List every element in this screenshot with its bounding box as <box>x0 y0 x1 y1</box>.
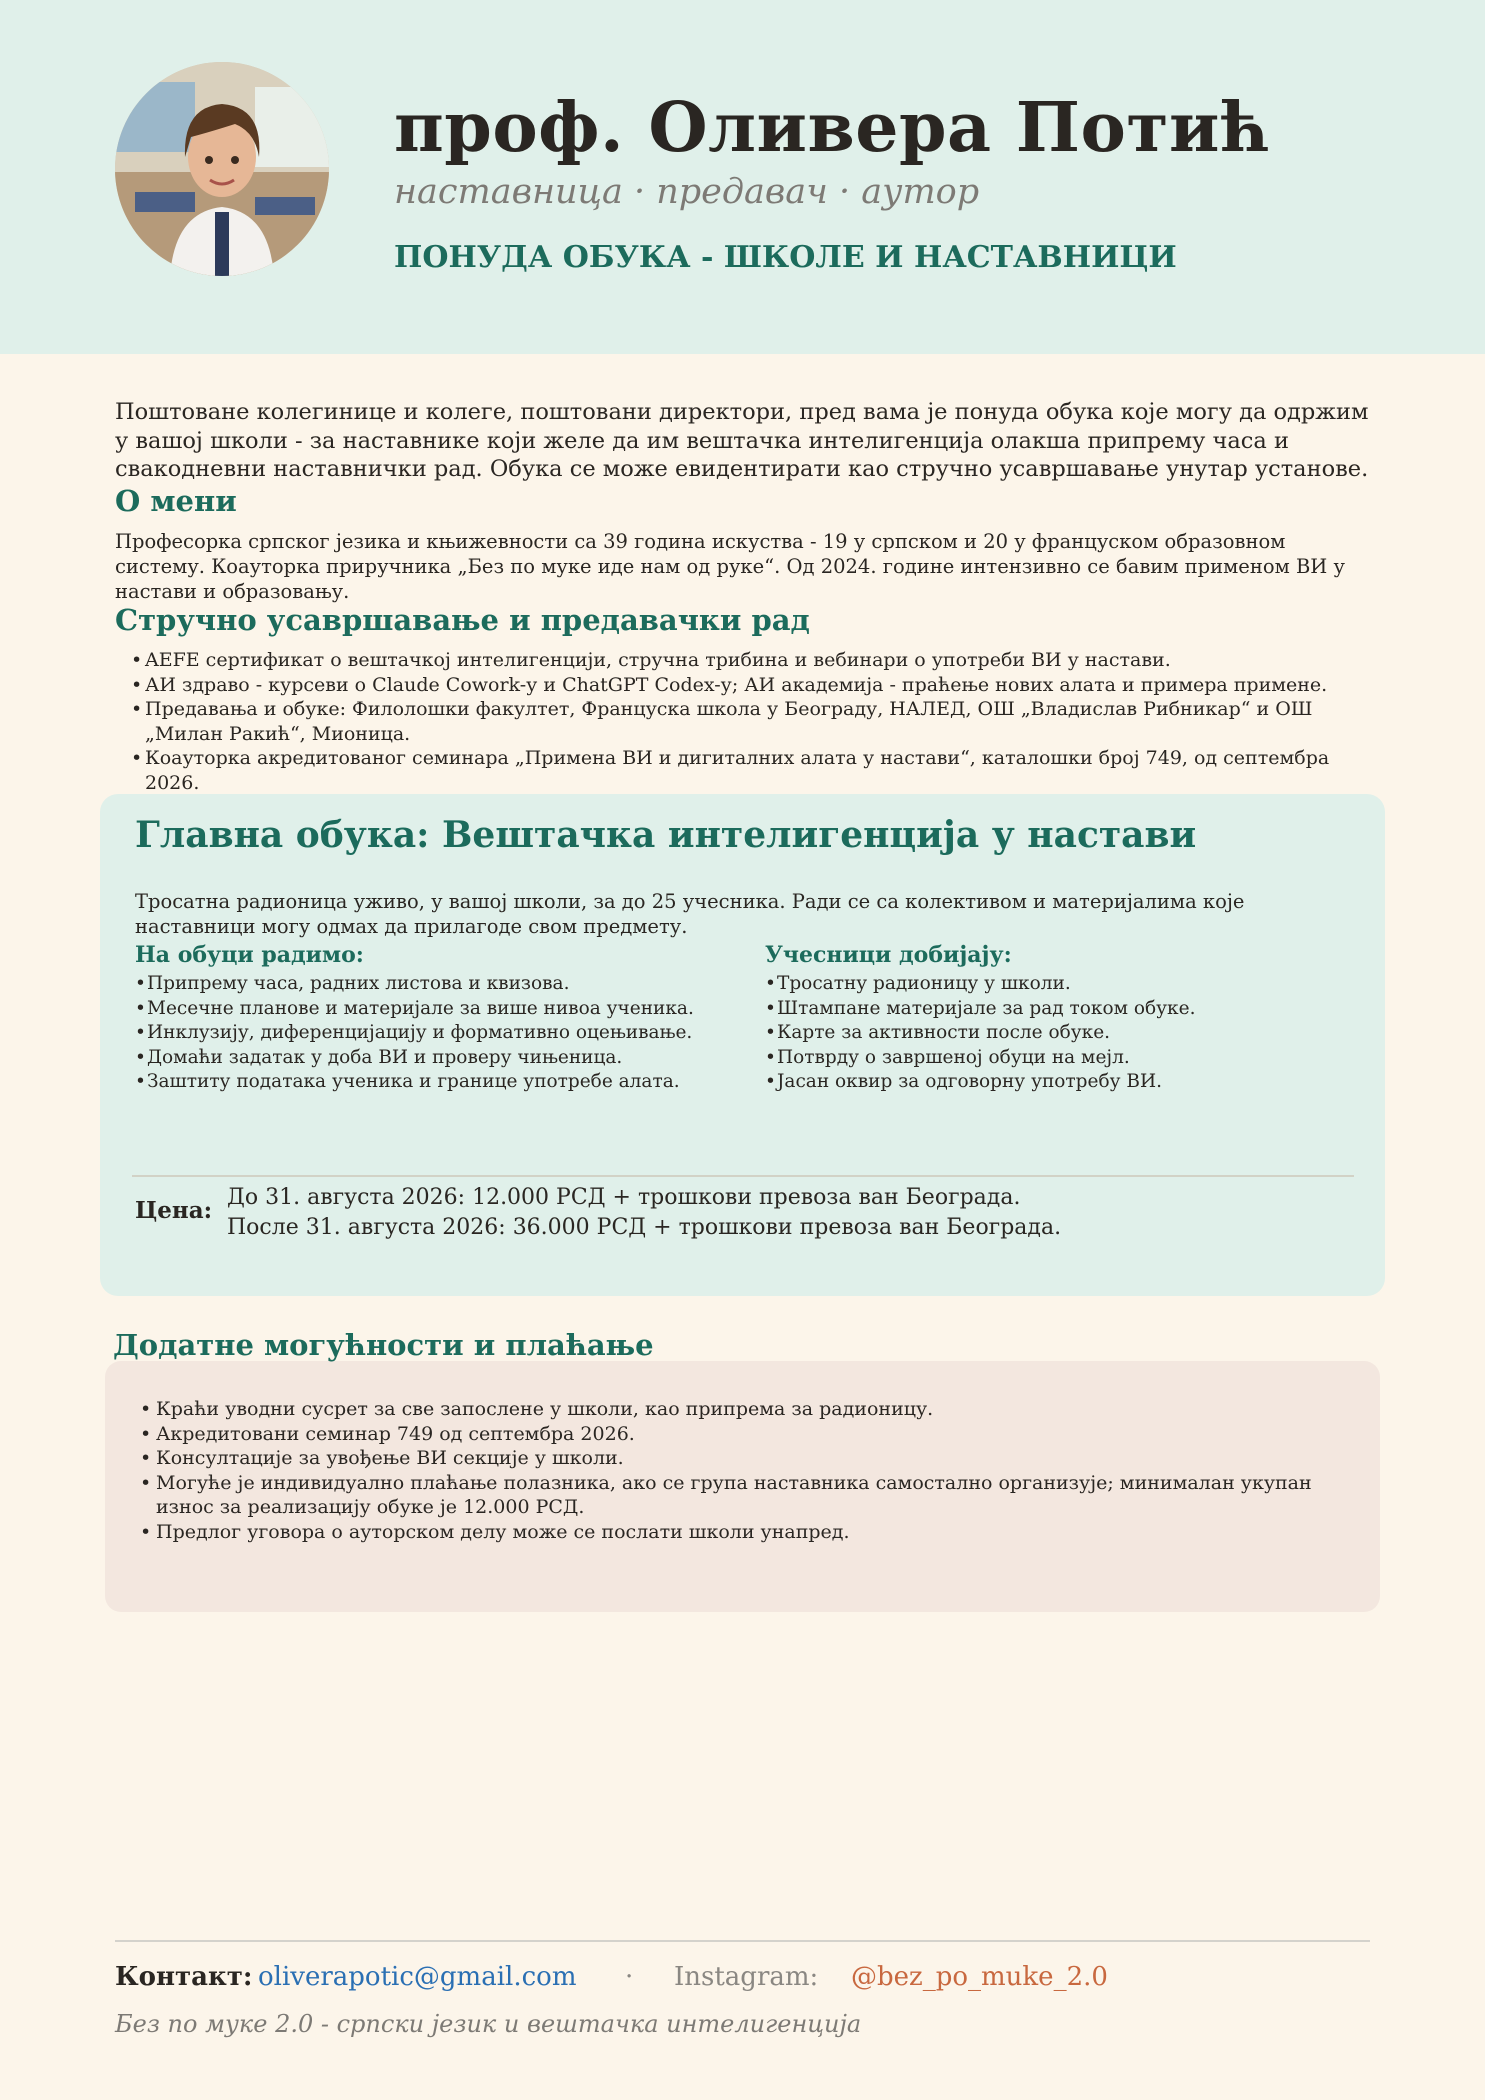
list-item: • Потврду о завршеној обуци на мејл. <box>765 1046 1365 1071</box>
list-item: • Домаћи задатак у доба ВИ и проверу чињеница. <box>135 1046 735 1071</box>
we-do-list <box>135 972 735 1095</box>
list-item: • Акредитовани семинар 749 од септембра 2026. <box>140 1422 1360 1447</box>
intro-paragraph: Поштоване колегинице и колеге, поштовани директори, пред вама је понуда обука које могу да одржим у вашој школи - за наставнике који желе да им вештачка интелигенција олакша припрему часа и свакодневни наставнички рад. Обука се може евидентирати као стручно усавршавање унутар установе. <box>115 399 1369 482</box>
professional-list <box>131 648 1351 795</box>
participants-get-list <box>765 972 1365 1095</box>
offer-tagline: ПОНУДА ОБУКА - ШКОЛЕ И НАСТАВНИЦИ <box>394 240 1177 275</box>
price-line: После 31. августа 2026: 36.000 РСД + трошкови превоза ван Београда. <box>227 1215 1062 1240</box>
list-item: • Предлог уговора о ауторском делу може се послати школи унапред. <box>140 1520 1360 1545</box>
we-do-heading: На обуци радимо: <box>135 942 364 968</box>
list-item: • AEFE сертификат о вештачкој интелигенцији, стручна трибина и вебинари о употреби ВИ у настави. <box>131 648 1351 673</box>
price-lines <box>227 1183 1061 1243</box>
professional-heading: Стручно усавршавање и предавачки рад <box>115 603 810 637</box>
about-text: Професорка српског језика и књижевности са 39 година искуства - 19 у српском и 20 у француском образовном систему. Коауторка приручника „Без по муке иде нам од руке“. Од 2024. године интензивно се бавим применом ВИ у настави и образовању. <box>115 530 1345 603</box>
main-training-title: Главна обука: Вештачка интелигенција у настави <box>135 814 1197 856</box>
list-item: • Јасан оквир за одговорну употребу ВИ. <box>765 1070 1365 1095</box>
list-item: • Припрему часа, радних листова и квизова. <box>135 972 735 997</box>
about-heading: О мени <box>115 484 237 518</box>
list-item: • Месечне планове и материјале за више нивоа ученика. <box>135 997 735 1022</box>
list-item: • Могуће је индивидуално плаћање полазника, ако се група наставника самостално организује; минималан укупан износ за реализацију обуке је 12.000 РСД. <box>140 1471 1360 1520</box>
list-item: • Инклузију, диференцијацију и формативно оцењивање. <box>135 1021 735 1046</box>
list-item: • Заштиту података ученика и границе употребе алата. <box>135 1070 735 1095</box>
profile-avatar <box>115 62 329 276</box>
list-item: • Карте за активности после обуке. <box>765 1021 1365 1046</box>
contact-label: Контакт: <box>115 1962 253 1992</box>
list-item: • Консултације за увођење ВИ секције у школи. <box>140 1446 1360 1471</box>
instagram-link[interactable]: @bez_po_muke_2.0 <box>851 1962 1108 1992</box>
price-divider <box>132 1175 1354 1177</box>
participants-get-heading: Учесници добијају: <box>765 942 1012 968</box>
list-item: • Предавања и обуке: Филолошки факултет, Француска школа у Београду, НАЛЕД, ОШ „Владислав Рибникар“ и ОШ „Милан Ракић“, Мионица. <box>131 697 1351 746</box>
email-link[interactable]: oliverapotic@gmail.com <box>258 1962 577 1992</box>
extras-heading: Додатне могућности и плаћање <box>113 1328 654 1362</box>
list-item: • АИ здраво - курсеви о Claude Cowork-у и ChatGPT Codex-у; АИ академија - праћење нових алата и примера примене. <box>131 673 1351 698</box>
list-item: • Коауторка акредитованог семинара „Примена ВИ и дигиталних алата у настави“, каталошки број 749, од септембра 2026. <box>131 746 1351 795</box>
price-line: До 31. августа 2026: 12.000 РСД + трошкови превоза ван Београда. <box>227 1185 1021 1210</box>
footer-tagline: Без по муке 2.0 - српски језик и вештачка интелигенција <box>115 2010 862 2038</box>
main-training-description: Тросатна радионица уживо, у вашој школи, за до 25 учесника. Ради се са колективом и материјалима које наставници могу одмах да прилагоде свом предмету. <box>135 890 1245 938</box>
list-item: • Краћи уводни сусрет за све запослене у школи, као припрема за радионицу. <box>140 1397 1360 1422</box>
footer-divider <box>115 1940 1370 1942</box>
list-item: • Тросатну радионицу у школи. <box>765 972 1365 997</box>
list-item: • Штампане материјале за рад током обуке. <box>765 997 1365 1022</box>
separator-dot: · <box>625 1962 634 1992</box>
instagram-label: Instagram: <box>674 1962 819 1992</box>
extras-list <box>140 1397 1360 1544</box>
profile-name: проф. Оливера Потић <box>394 88 1270 168</box>
price-label: Цена: <box>135 1197 213 1224</box>
profile-subtitle: наставница · предавач · аутор <box>394 172 980 212</box>
